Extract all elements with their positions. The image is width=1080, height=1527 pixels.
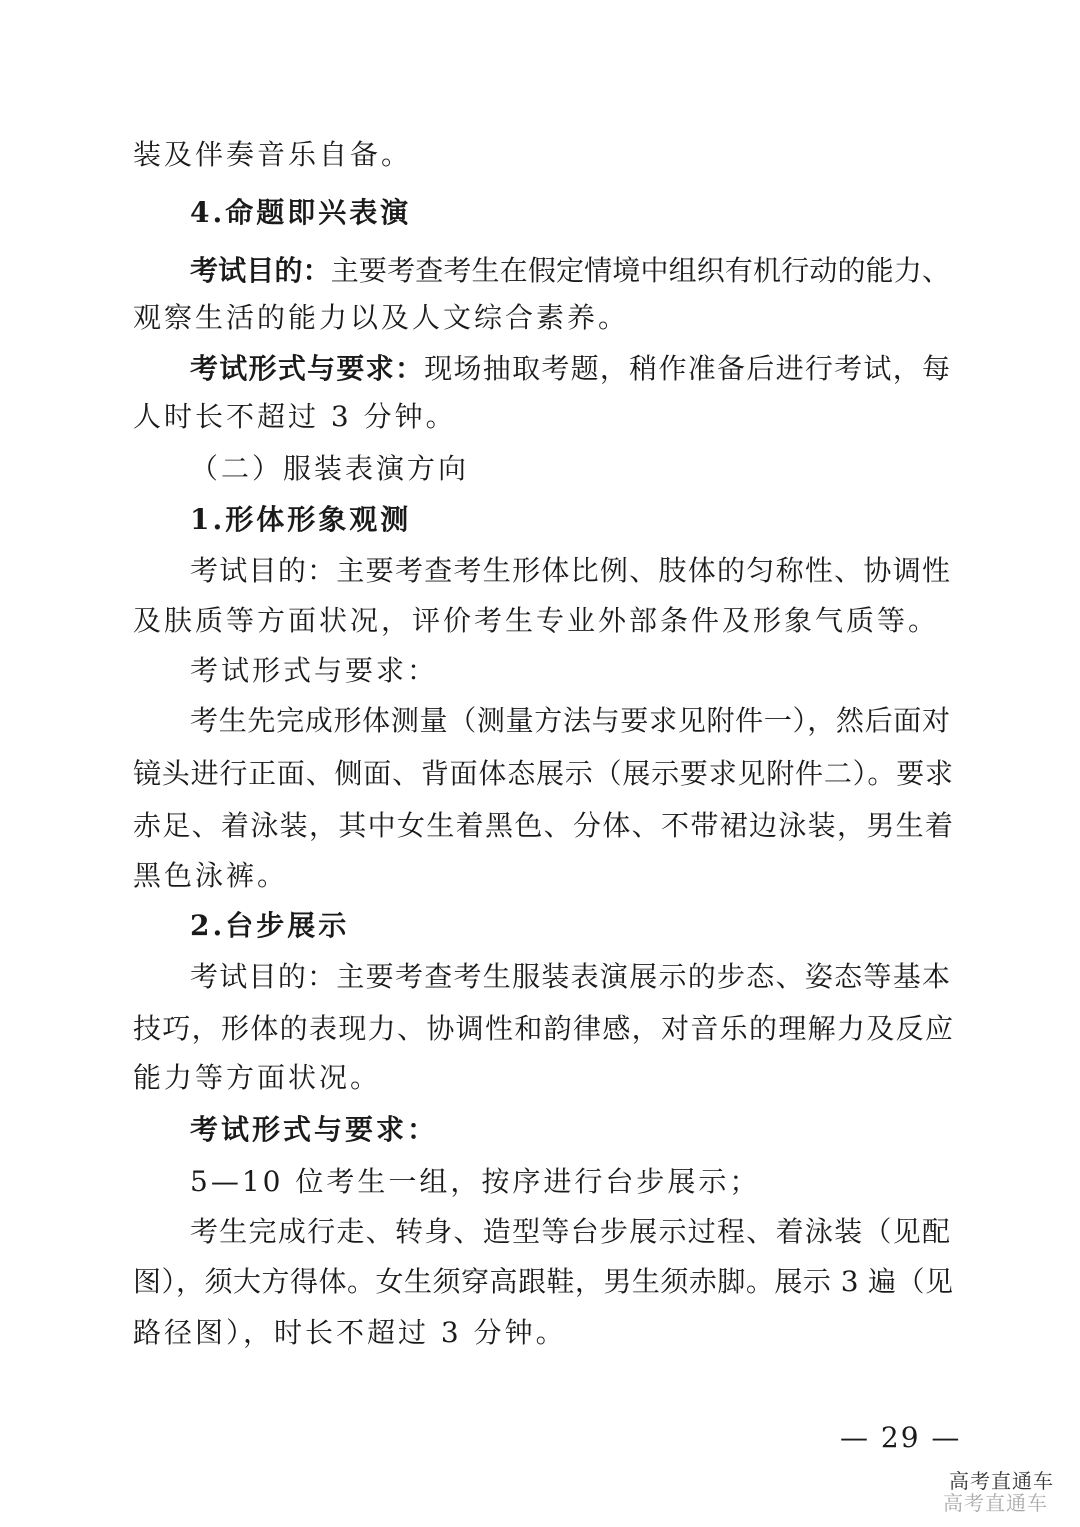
text-line: 赤足、着泳装，其中女生着黑色、分体、不带裙边泳装，男生着: [133, 809, 953, 842]
text-line: 观察生活的能力以及人文综合素养。: [133, 301, 630, 334]
text-line: 镜头进行正面、侧面、背面体态展示（展示要求见附件二）。要求: [133, 757, 953, 790]
watermark: [924, 1465, 1054, 1517]
text-line: 考试形式与要求：: [190, 654, 439, 687]
text-line: 人时长不超过 3 分钟。: [133, 400, 457, 433]
section-heading: 1.形体形象观测: [190, 503, 412, 536]
text-line: 考生先完成形体测量（测量方法与要求见附件一），然后面对: [190, 704, 950, 737]
page-number: — 29 —: [840, 1421, 962, 1454]
label-exam-form: 考试形式与要求：: [190, 352, 425, 385]
text-segment: 现场抽取考题，稍作准备后进行考试，每: [424, 352, 950, 385]
text-line: 考试目的：主要考查考生服装表演展示的步态、姿态等基本: [190, 960, 950, 993]
text-line: 黑色泳裤。: [133, 859, 289, 892]
text-line: 能力等方面状况。: [133, 1061, 382, 1094]
text-line: 考生完成行走、转身、造型等台步展示过程、着泳装（见配: [190, 1215, 950, 1248]
text-line: [190, 349, 950, 389]
text-line: 图），须大方得体。女生须穿高跟鞋，男生须赤脚。展示 3 遍（见: [133, 1265, 953, 1298]
section-heading: 4.命题即兴表演: [190, 196, 412, 229]
text-line: 5—10 位考生一组，按序进行台步展示；: [190, 1165, 761, 1198]
text-line: 及肤质等方面状况，评价考生专业外部条件及形象气质等。: [133, 604, 940, 637]
section-heading: 2.台步展示: [190, 909, 350, 942]
text-segment: 主要考查考生在假定情境中组织有机行动的能力、: [330, 254, 950, 287]
watermark-text-shadow: 高考直通车: [943, 1491, 1048, 1515]
subsection-heading: （二）服装表演方向: [190, 452, 470, 485]
text-line: [190, 251, 950, 291]
label-exam-form: 考试形式与要求：: [190, 1113, 439, 1146]
label-exam-purpose: 考试目的：: [190, 254, 331, 287]
text-line: 考试目的：主要考查考生形体比例、肢体的匀称性、协调性: [190, 554, 950, 587]
text-line: 装及伴奏音乐自备。: [133, 138, 413, 171]
text-line: 路径图），时长不超过 3 分钟。: [133, 1316, 567, 1349]
watermark-text: 高考直通车: [949, 1469, 1054, 1493]
text-line: 技巧，形体的表现力、协调性和韵律感，对音乐的理解力及反应: [133, 1012, 953, 1045]
